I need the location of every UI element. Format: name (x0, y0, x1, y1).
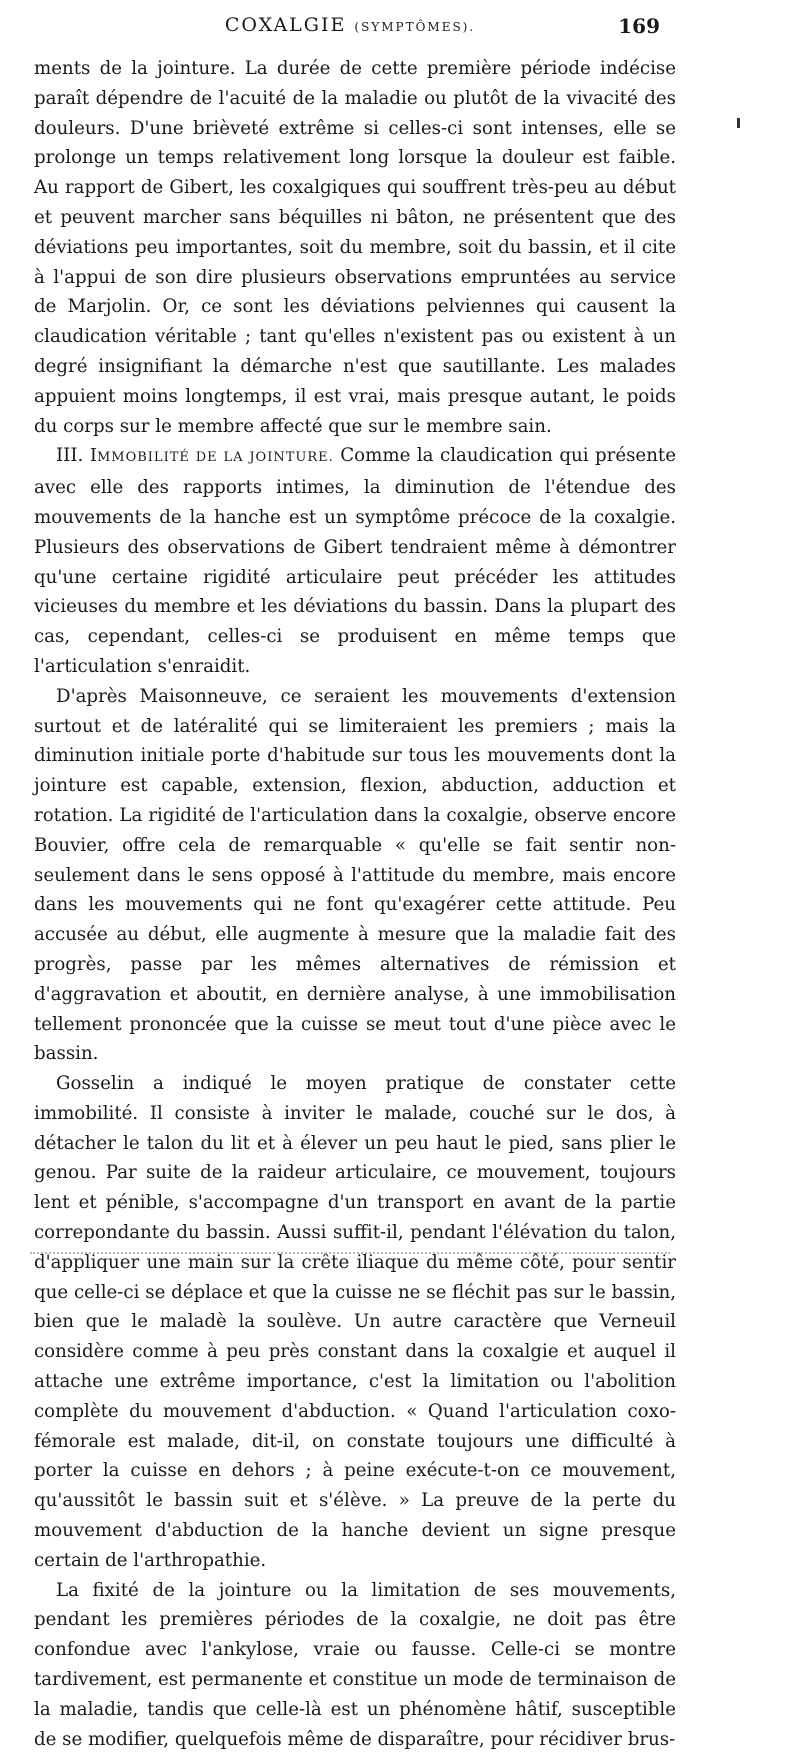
section-heading-initial: I (89, 445, 97, 467)
paragraph-1: ments de la jointure. La durée de cette première période indécise paraît dépendre de l'acuité de la maladie ou plutôt de la vivacité des douleurs. D'une brièveté extrême si celles-ci sont intenses, elle se prolonge un temps relativement long lorsque la douleur est faible. Au rapport de Gibert, les coxalgiques qui souffrent très-peu au début et peuvent marcher sans béquilles ni bâton, ne présentent que des déviations peu importantes, soit du membre, soit du bassin, et il cite à l'appui de son dire plusieurs observations empruntées au service de Marjolin. Or, ce sont les déviations pelviennes qui causent la claudication véritable ; tant qu'elles n'existent pas ou existent à un degré insignifiant la démarche n'est que sautillante. Les malades appuient moins longtemps, il est vrai, mais presque autant, le poids du corps sur le membre affecté que sur le membre sain. (34, 58, 676, 437)
running-head-title: COXALGIE (224, 14, 347, 36)
page-number: 169 (618, 14, 660, 38)
page-header (40, 14, 660, 46)
section-heading (89, 445, 334, 467)
footer-dotted-rule (30, 1252, 670, 1260)
running-head-subtitle: (SYMPTÔMES). (354, 20, 476, 34)
paragraph-2-text: Comme la claudication qui présente avec elle des rapports intimes, la diminution de l'étendue des mouvements de la hanche est un symptôme précoce de la coxalgie. Plusieurs des observations de Gibert tendraient même à démontrer qu'une certaine rigidité articulaire peut précéder les attitudes vicieuses du membre et les déviations du bassin. Dans la plupart des cas, cependant, celles-ci se produisent en même temps que l'articulation s'enraidit. (34, 445, 676, 677)
margin-mark (737, 118, 740, 128)
body-text (34, 54, 676, 1754)
paragraph-4: Gosselin a indiqué le moyen pratique de constater cette immobilité. Il consiste à inviter le malade, couché sur le dos, à détacher le talon du lit et à élever un peu haut le pied, sans plier le genou. Par suite de la raideur articulaire, ce mouvement, toujours lent et pénible, s'accompagne d'un transport en avant de la partie correpondante du bassin. Aussi suffit-il, pendant l'élévation du talon, d'appliquer une main sur la crête iliaque du même côté, pour sentir que celle-ci se déplace et que la cuisse ne se fléchit pas sur le bassin, bien que le maladè la soulève. Un autre caractère que Verneuil considère comme à peu près constant dans la coxalgie et auquel il attache une extrême importance, c'est la limitation ou l'abolition complète du mouvement d'abduction. « Quand l'articulation coxo-fémorale est malade, dit-il, on constate toujours une difficulté à porter la cuisse en dehors ; à peine exécute-t-on ce mouvement, qu'aussitôt le bassin suit et s'élève. » La preuve de la perte du mouvement d'abduction de la hanche devient un signe presque certain de l'arthropathie. (34, 1073, 676, 1571)
paragraph-3: D'après Maisonneuve, ce seraient les mouvements d'extension surtout et de latéralité qui se limiteraient les premiers ; mais la diminution initiale porte d'habitude sur tous les mouvements dont la jointure est capable, extension, flexion, abduction, adduction et rotation. La rigidité de l'articulation dans la coxalgie, observe encore Bouvier, offre cela de remarquable « qu'elle se fait sentir non-seulement dans le sens opposé à l'attitude du membre, mais encore dans les mouvements qui ne font qu'exagérer cette attitude. Peu accusée au début, elle augmente à mesure que la maladie fait des progrès, passe par les mêmes alternatives de rémission et d'aggravation et aboutit, en dernière analyse, à une immobilisation tellement prononcée que la cuisse se meut tout d'une pièce avec le bassin. (34, 685, 676, 1065)
section-number: III. (56, 445, 84, 467)
section-heading-text: MMOBILITÉ DE LA JOINTURE. (96, 450, 334, 466)
paragraph-5: La fixité de la jointure ou la limitation de ses mouvements, pendant les premières périodes de la coxalgie, ne doit pas être confondue avec l'ankylose, vraie ou fausse. Celle-ci se montre tardivement, est permanente et constitue un mode de terminaison de la maladie, tandis que celle-là est un phénomène hâtif, susceptible de se modifier, quelquefois même de disparaître, pour récidiver brus- (34, 1579, 676, 1750)
running-head (40, 14, 660, 36)
paragraph-2 (34, 441, 676, 681)
